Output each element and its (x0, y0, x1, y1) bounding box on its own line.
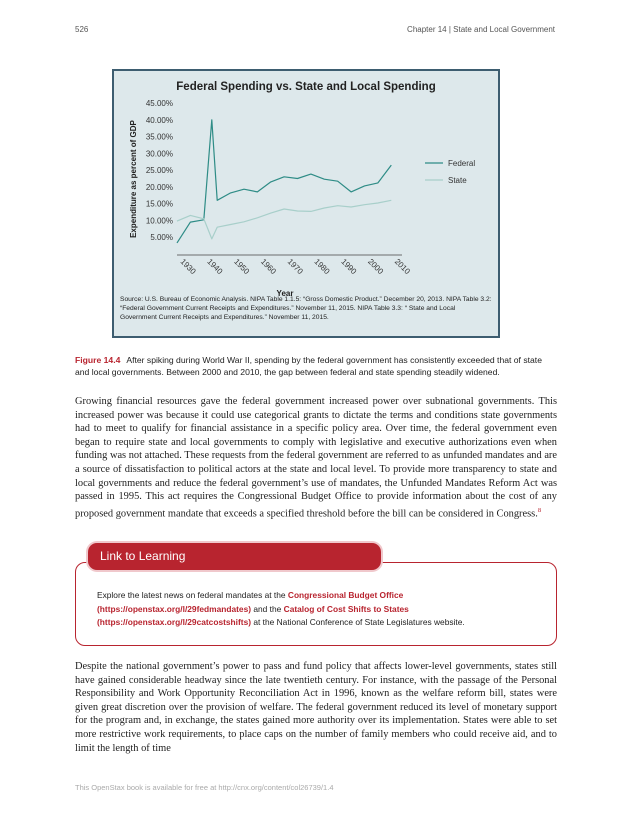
y-tick-label: 35.00% (145, 132, 173, 142)
x-tick-label: 1990 (339, 257, 359, 276)
y-tick-label: 20.00% (145, 182, 173, 192)
y-tick-label: 25.00% (145, 166, 173, 176)
y-tick-label: 40.00% (145, 115, 173, 125)
series-line-federal (177, 120, 391, 243)
body-paragraph-1 (75, 395, 557, 521)
catalog-cost-shifts-link[interactable]: Catalog of Cost Shifts to States (https://openstax.org/l/29catcostshifts) (97, 603, 409, 627)
x-tick-label: 1970 (285, 257, 305, 276)
legend-label-federal: Federal (448, 159, 476, 168)
legend-label-state: State (448, 176, 467, 185)
figure-caption-text: After spiking during World War II, spending by the federal government has consistently exceeded that of state and local governments. Between 2000 and 2010, the gap between federal and state spending steadily widened. (75, 355, 542, 377)
ltl-text-2: and the (251, 603, 284, 614)
link-to-learning-title: Link to Learning (100, 549, 186, 563)
footnote-ref[interactable]: 8 (537, 506, 542, 514)
x-tick-label: 1940 (205, 257, 225, 276)
figure-label: Figure 14.4 (75, 355, 121, 365)
x-tick-label: 1980 (312, 257, 332, 276)
chart-source: Source: U.S. Bureau of Economic Analysis. NIPA Table 1.1.5: “Gross Domestic Product.” December 20, 2013. NIPA Table 3.2: “Federal Government Current Receipts and Expenditures.” November 11, 2015. NIPA Table 3.3: “ State and Local Government Current Receipts and Expenditures.” November 11, 2015. (120, 296, 492, 321)
ltl-text-3: at the National Conference of State Legislatures website. (251, 617, 465, 627)
link-to-learning-tab (88, 543, 381, 570)
page-number: 526 (75, 25, 89, 34)
series-line-state (177, 200, 391, 239)
page-footer: This OpenStax book is available for free at http://cnx.org/content/col26739/1.4 (75, 783, 334, 792)
ltl-text-1: Explore the latest news on federal mandates at the (97, 590, 288, 600)
line-chart (114, 71, 498, 298)
x-tick-label: 2000 (366, 257, 386, 276)
y-tick-label: 15.00% (145, 199, 173, 209)
y-tick-label: 45.00% (145, 99, 173, 108)
chapter-header: Chapter 14 | State and Local Government (407, 25, 555, 34)
chart-title: Federal Spending vs. State and Local Spending (176, 81, 436, 93)
link-to-learning-text (97, 589, 537, 630)
x-tick-label: 1950 (232, 257, 252, 276)
figure-chart (112, 69, 500, 338)
y-tick-label: 5.00% (150, 233, 173, 243)
x-tick-label: 2010 (392, 257, 412, 276)
x-axis-label: Year (276, 289, 294, 298)
congressional-budget-office-link[interactable]: Congressional Budget Office (https://openstax.org/l/29fedmandates) (97, 590, 404, 614)
body-paragraph-2: Despite the national government’s power to pass and fund policy that affects lower-level governments, states still have gained considerable headway since the late twentieth century. For instance, with the passage of the Personal Responsibility and Work Opportunity Reconciliation Act in 1996, known as the welfare reform bill, states were given great discretion over the provision of welfare. The federal government reduced its level of monetary support for the program and, in exchange, the states gained more authority over its implementation. States were able to set more restrictive work requirements, to place caps on the number of family members who could receive aid, and to limit the length of time (75, 661, 557, 754)
y-tick-label: 10.00% (145, 216, 173, 226)
x-tick-label: 1930 (178, 257, 198, 276)
y-tick-label: 30.00% (145, 149, 173, 159)
x-tick-label: 1960 (258, 257, 278, 276)
figure-caption (75, 354, 557, 378)
y-axis-label: Expenditure as percent of GDP (129, 120, 138, 238)
paragraph-text: Growing financial resources gave the federal government increased power over subnational governments. This increased power was because it could use categorical grants to dictate the terms and conditions state governments had to meet to qualify for financial assistance in a specific policy area. Over time, the federal government even began to require state and local governments to comply with legislative and executive authorizations even when funding was not attached. These requests from the federal government are referred to as unfunded mandates and are a source of dissatisfaction to political actors at the state and local level. To provide more transparency to state and local governments and reduce the federal government’s use of mandates, the Unfunded Mandates Reform Act was passed in 1995. This act requires the Congressional Budget Office to provide information about the cost of any proposed government mandate that exceeds a specified threshold before the bill can be considered in Congress. (75, 396, 557, 520)
